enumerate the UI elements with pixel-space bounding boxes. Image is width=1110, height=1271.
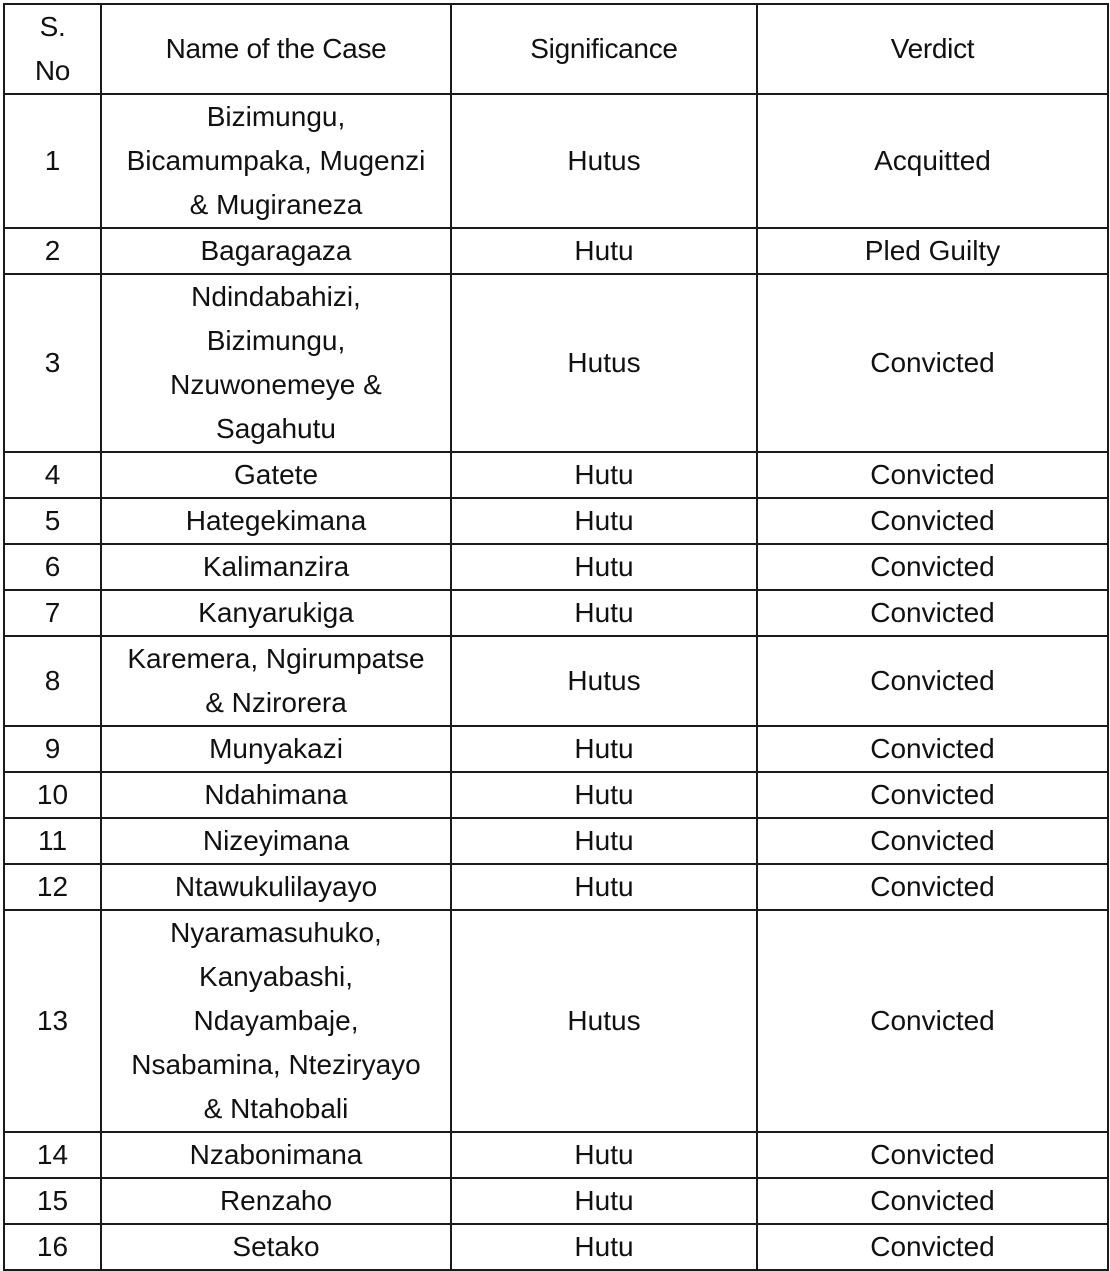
cell-significance: Hutu [451, 452, 757, 498]
cell-verdict: Convicted [757, 544, 1108, 590]
cell-significance: Hutus [451, 274, 757, 452]
cell-verdict: Convicted [757, 1178, 1108, 1224]
cell-verdict: Convicted [757, 910, 1108, 1132]
header-name: Name of the Case [101, 4, 451, 94]
header-verdict: Verdict [757, 4, 1108, 94]
table-row [4, 772, 1108, 818]
header-sno-line2: No [34, 55, 71, 86]
cell-significance: Hutu [451, 726, 757, 772]
cell-significance: Hutu [451, 772, 757, 818]
table-row [4, 864, 1108, 910]
cell-case-name [101, 636, 451, 726]
case-name-line: Bizimungu, [206, 325, 346, 356]
header-row [4, 4, 1108, 94]
table-row [4, 544, 1108, 590]
cell-sno: 11 [4, 818, 101, 864]
case-name-line: Gatete [233, 459, 319, 490]
case-name-line: Renzaho [219, 1185, 333, 1216]
header-sno-line1: S. [39, 11, 66, 42]
case-name-line: Bicamumpaka, Mugenzi [126, 145, 426, 176]
cell-verdict: Convicted [757, 772, 1108, 818]
cell-significance: Hutu [451, 498, 757, 544]
case-name-line: Nzabonimana [189, 1139, 363, 1170]
case-name-line: Ndindabahizi, [191, 281, 361, 312]
case-name-line: Munyakazi [209, 733, 343, 764]
cases-table [3, 3, 1109, 1271]
cell-verdict: Pled Guilty [757, 228, 1108, 274]
cell-case-name [101, 1132, 451, 1178]
cell-case-name [101, 452, 451, 498]
cell-verdict: Convicted [757, 636, 1108, 726]
table-row [4, 818, 1108, 864]
cell-sno: 10 [4, 772, 101, 818]
cell-significance: Hutu [451, 818, 757, 864]
table-row [4, 94, 1108, 228]
case-name-line: Ntawukulilayayo [174, 871, 378, 902]
case-name-line: Sagahutu [216, 413, 336, 444]
cell-case-name [101, 864, 451, 910]
cell-case-name [101, 94, 451, 228]
case-name-line: & Nzirorera [205, 687, 347, 718]
cell-sno: 6 [4, 544, 101, 590]
table-row [4, 910, 1108, 1132]
case-name-line: Kanyabashi, [198, 961, 354, 992]
cell-case-name [101, 726, 451, 772]
case-name-line: Nizeyimana [202, 825, 350, 856]
cell-sno: 3 [4, 274, 101, 452]
header-sno [4, 4, 101, 94]
case-name-line: Kanyarukiga [198, 597, 354, 628]
cell-significance: Hutu [451, 590, 757, 636]
cell-verdict: Convicted [757, 1132, 1108, 1178]
cell-sno: 4 [4, 452, 101, 498]
cell-verdict: Convicted [757, 274, 1108, 452]
case-name-line: Nzuwonemeye & [170, 369, 382, 400]
cell-significance: Hutu [451, 544, 757, 590]
table-row [4, 228, 1108, 274]
cell-case-name [101, 228, 451, 274]
cell-verdict: Convicted [757, 1224, 1108, 1270]
cell-verdict: Convicted [757, 452, 1108, 498]
cell-significance: Hutu [451, 1224, 757, 1270]
cell-sno: 15 [4, 1178, 101, 1224]
cell-verdict: Convicted [757, 590, 1108, 636]
cell-sno: 12 [4, 864, 101, 910]
cell-sno: 7 [4, 590, 101, 636]
table-row [4, 1178, 1108, 1224]
cell-sno: 16 [4, 1224, 101, 1270]
table-row [4, 1132, 1108, 1178]
cell-case-name [101, 910, 451, 1132]
case-name-line: Nsabamina, Nteziryayo [131, 1049, 421, 1080]
table-row [4, 452, 1108, 498]
cell-significance: Hutus [451, 94, 757, 228]
case-name-line: Karemera, Ngirumpatse [127, 643, 425, 674]
cell-verdict: Convicted [757, 864, 1108, 910]
cell-sno: 1 [4, 94, 101, 228]
cell-sno: 13 [4, 910, 101, 1132]
table-row [4, 590, 1108, 636]
cell-case-name [101, 1224, 451, 1270]
cell-significance: Hutu [451, 1132, 757, 1178]
table-row [4, 274, 1108, 452]
table-row [4, 498, 1108, 544]
cell-significance: Hutu [451, 228, 757, 274]
cell-verdict: Convicted [757, 498, 1108, 544]
cell-verdict: Acquitted [757, 94, 1108, 228]
table-row [4, 1224, 1108, 1270]
table-row [4, 636, 1108, 726]
cell-significance: Hutus [451, 636, 757, 726]
case-name-line: Bagaragaza [200, 235, 352, 266]
cell-significance: Hutu [451, 1178, 757, 1224]
cell-verdict: Convicted [757, 726, 1108, 772]
cell-case-name [101, 544, 451, 590]
case-name-line: Setako [232, 1231, 320, 1262]
cell-significance: Hutu [451, 864, 757, 910]
case-name-line: Kalimanzira [202, 551, 350, 582]
cell-case-name [101, 818, 451, 864]
cell-significance: Hutus [451, 910, 757, 1132]
cell-case-name [101, 274, 451, 452]
cell-sno: 9 [4, 726, 101, 772]
cell-sno: 2 [4, 228, 101, 274]
case-name-line: Nyaramasuhuko, [170, 917, 382, 948]
table-row [4, 726, 1108, 772]
cell-sno: 14 [4, 1132, 101, 1178]
cell-case-name [101, 772, 451, 818]
case-name-line: & Ntahobali [203, 1093, 349, 1124]
cases-body [4, 94, 1108, 1270]
header-significance: Significance [451, 4, 757, 94]
cell-case-name [101, 590, 451, 636]
cell-sno: 5 [4, 498, 101, 544]
cell-verdict: Convicted [757, 818, 1108, 864]
cell-case-name [101, 498, 451, 544]
case-name-line: Ndayambaje, [193, 1005, 359, 1036]
case-name-line: & Mugiraneza [189, 189, 363, 220]
case-name-line: Bizimungu, [206, 101, 346, 132]
case-name-line: Ndahimana [204, 779, 348, 810]
case-name-line: Hategekimana [185, 505, 367, 536]
cell-case-name [101, 1178, 451, 1224]
cell-sno: 8 [4, 636, 101, 726]
